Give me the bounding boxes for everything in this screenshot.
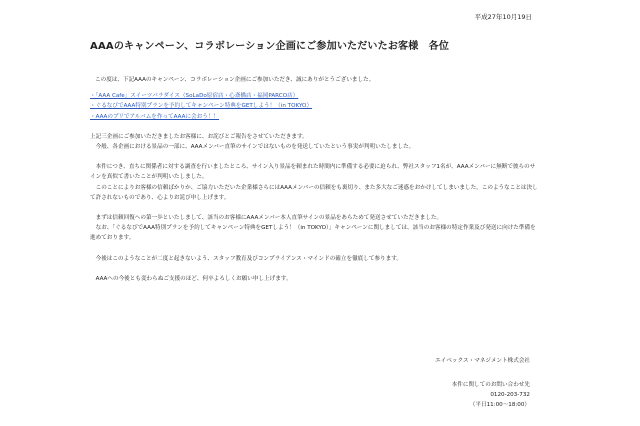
prevention-paragraph: 今後はこのようなことが二度と起きないよう、スタッフ教育及びコンプライアンス・マインドの確立を徹底して参ります。 <box>90 255 402 262</box>
gurunavi-paragraph: なお、「ぐるなびでAAA特別プランを予約してキャンペーン特典をGETしよう！（in TOKYO）」キャンペーンに関しましては、該当のお客様の特定作業及び発送に向けた準備を進めております。 <box>90 225 536 242</box>
contact-phone: 0120-203-732 <box>490 392 530 398</box>
company-signature <box>435 356 530 366</box>
campaign-link-cafe[interactable]: ・「AAA Cafe」スイーツパラダイス（SoLaDo原宿店・心斎橋店・福岡PARCO店） <box>90 93 299 100</box>
contact-block <box>452 380 530 410</box>
company-name: エイベックス・マネジメント株式会社 <box>435 358 530 364</box>
document-body <box>90 75 540 284</box>
closing-paragraph: AAAへの今後とも変わらぬご支援のほど、何卒よろしくお願い申し上げます。 <box>90 275 292 282</box>
contact-label: 本件に関してのお問い合わせ先 <box>451 382 530 388</box>
document-date: 平成27年10月19日 <box>474 13 532 21</box>
apology-paragraph: このことによりお客様の信頼ばかりか、ご協力いただいた企業様さらにはAAAメンバーの信頼をも裏切り、また多大なご迷惑をおかけしてしまいました。このようなことは決して許されないものであり、心よりお詫び申し上げます。 <box>90 184 538 201</box>
campaign-link-gurunavi[interactable]: ・ぐるなびでAAA特別プランを予約してキャンペーン特典をGETしよう！（in TOKYO） <box>90 103 313 110</box>
investigation-paragraph: 本件につき、直ちに関係者に対する調査を行いましたところ、サイン入り景品を頼まれた時間内に準備する必要に迫られ、弊社スタッフ1名が、AAAメンバーに無断で彼らのサインを真似て書いたことが判明いたしました。 <box>90 164 536 181</box>
campaign-link-puri[interactable]: ・AAAのプリでアルバムを作ってAAAに会おう！！ <box>90 113 220 120</box>
document-title: AAAのキャンペーン、コラボレーション企画にご参加いただいたお客様 各位 <box>90 41 450 52</box>
campaign-list <box>90 91 540 122</box>
intro-paragraph: この度は、下記AAAのキャンペーン、コラボレーション企画にご参加いただき、誠にありがとうございました。 <box>95 77 375 83</box>
contact-hours: （平日11:00～18:00） <box>469 402 530 408</box>
apology-intro: 上記三企画にご参加いただきましたお客様に、お詫びとご報告をさせていただきます。 <box>90 133 308 140</box>
recovery-paragraph: まずは信頼回復への第一歩といたしまして、該当のお客様にAAAメンバー本人直筆サインの景品をあらためて発送させていただきました。 <box>90 215 443 222</box>
fact-statement: 今般、各企画における景品の一部に、AAAメンバー直筆のサインではないものを発送していたという事実が判明いたしました。 <box>90 144 415 151</box>
